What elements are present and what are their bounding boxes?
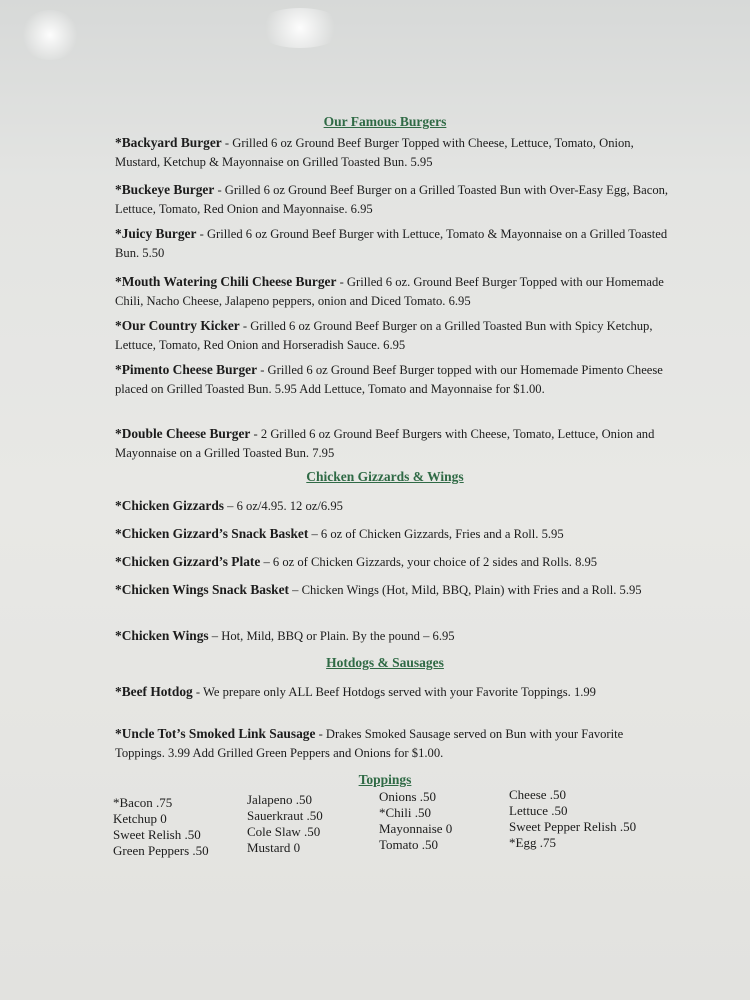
item-desc: - We prepare only ALL Beef Hotdogs served with your Favorite Toppings. 1.99 bbox=[192, 685, 596, 699]
topping-item: Cheese .50 bbox=[509, 787, 567, 802]
toppings-column-1 bbox=[113, 795, 209, 859]
topping-item: *Chili .50 bbox=[379, 805, 432, 820]
chicken-heading: Chicken Gizzards & Wings bbox=[306, 469, 464, 484]
menu-item-chicken-wings bbox=[115, 626, 675, 646]
topping-item: Mayonnaise 0 bbox=[379, 821, 453, 836]
topping-item: Mustard 0 bbox=[247, 840, 301, 855]
item-desc: – 6 oz of Chicken Gizzards, Fries and a Roll. 5.95 bbox=[308, 527, 564, 541]
item-name: *Chicken Wings Snack Basket bbox=[115, 582, 290, 597]
hotdogs-heading: Hotdogs & Sausages bbox=[326, 655, 444, 670]
topping-item: Sweet Relish .50 bbox=[113, 827, 201, 842]
menu-item-double-cheese-burger bbox=[115, 424, 675, 463]
toppings-column-4 bbox=[509, 787, 636, 851]
topping-item: Onions .50 bbox=[379, 789, 437, 804]
toppings-heading: Toppings bbox=[358, 772, 412, 787]
item-name: *Chicken Gizzard’s Plate bbox=[115, 554, 261, 569]
menu-item-country-kicker bbox=[115, 316, 675, 355]
topping-item: Jalapeno .50 bbox=[247, 792, 312, 807]
item-name: *Backyard Burger bbox=[115, 135, 222, 150]
item-desc: - Drakes Smoked Sausage served on Bun with your Favorite Toppings. 3.99 Add Grilled Green Peppers and Onions for $1.00. bbox=[115, 727, 624, 760]
menu-item-gizzard-plate bbox=[115, 552, 675, 572]
toppings-column-2 bbox=[247, 792, 323, 856]
menu-item-beef-hotdog bbox=[115, 682, 675, 702]
item-name: *Beef Hotdog bbox=[115, 684, 193, 699]
item-name: *Chicken Gizzards bbox=[115, 498, 224, 513]
item-desc: – 6 oz/4.95. 12 oz/6.95 bbox=[223, 499, 343, 513]
item-desc: - Grilled 6 oz Ground Beef Burger topped with our Homemade Pimento Cheese placed on Grilled Toasted Bun. 5.95 Add Lettuce, Tomato and Mayonnaise for $1.00. bbox=[115, 363, 663, 396]
item-desc: - 2 Grilled 6 oz Ground Beef Burgers with Cheese, Tomato, Lettuce, Onion and Mayonnaise on a Grilled Toasted Bun. 7.95 bbox=[115, 427, 655, 460]
item-desc: - Grilled 6 oz Ground Beef Burger Topped with Cheese, Lettuce, Tomato, Onion, Mustard, Ketchup & Mayonnaise on Grilled Toasted Bun. 5.95 bbox=[115, 136, 634, 169]
item-desc: - Grilled 6 oz Ground Beef Burger with Lettuce, Tomato & Mayonnaise on a Grilled Toasted Bun. 5.50 bbox=[115, 227, 668, 260]
menu-item-smoked-link-sausage bbox=[115, 724, 675, 763]
topping-item: Sweet Pepper Relish .50 bbox=[509, 819, 637, 834]
topping-item: *Bacon .75 bbox=[113, 795, 173, 810]
topping-item: Tomato .50 bbox=[379, 837, 439, 852]
topping-item: Ketchup 0 bbox=[113, 811, 167, 826]
item-desc: – Hot, Mild, BBQ or Plain. By the pound – 6.95 bbox=[208, 629, 455, 643]
topping-item: *Egg .75 bbox=[509, 835, 556, 850]
item-name: *Chicken Wings bbox=[115, 628, 209, 643]
item-name: *Pimento Cheese Burger bbox=[115, 362, 258, 377]
item-name: *Double Cheese Burger bbox=[115, 426, 251, 441]
item-name: *Mouth Watering Chili Cheese Burger bbox=[115, 274, 337, 289]
item-desc: – Chicken Wings (Hot, Mild, BBQ, Plain) with Fries and a Roll. 5.95 bbox=[289, 583, 642, 597]
topping-item: Cole Slaw .50 bbox=[247, 824, 321, 839]
item-name: *Uncle Tot’s Smoked Link Sausage bbox=[115, 726, 316, 741]
menu-item-chili-cheese-burger bbox=[115, 272, 675, 311]
item-name: *Buckeye Burger bbox=[115, 182, 215, 197]
topping-item: Sauerkraut .50 bbox=[247, 808, 323, 823]
menu-item-gizzard-snack-basket bbox=[115, 524, 675, 544]
item-name: *Our Country Kicker bbox=[115, 318, 240, 333]
toppings-column-3 bbox=[379, 789, 452, 853]
burgers-heading: Our Famous Burgers bbox=[323, 114, 447, 129]
topping-item: Lettuce .50 bbox=[509, 803, 568, 818]
item-desc: – 6 oz of Chicken Gizzards, your choice of 2 sides and Rolls. 8.95 bbox=[260, 555, 598, 569]
item-desc: - Grilled 6 oz Ground Beef Burger on a Grilled Toasted Bun with Over-Easy Egg, Bacon, Lettuce, Tomato, Red Onion and Mayonnaise. 6.95 bbox=[115, 183, 669, 216]
item-name: *Chicken Gizzard’s Snack Basket bbox=[115, 526, 309, 541]
menu-item-chicken-gizzards bbox=[115, 496, 675, 516]
menu-item-buckeye-burger bbox=[115, 180, 675, 219]
menu-item-juicy-burger bbox=[115, 224, 675, 263]
topping-item: Green Peppers .50 bbox=[113, 843, 209, 858]
item-name: *Juicy Burger bbox=[115, 226, 197, 241]
menu-item-backyard-burger bbox=[115, 133, 675, 172]
menu-item-pimento-cheese-burger bbox=[115, 360, 675, 399]
item-desc: - Grilled 6 oz Ground Beef Burger on a Grilled Toasted Bun with Spicy Ketchup, Lettuce, Tomato, Red Onion and Horseradish Sauce. 6.95 bbox=[115, 319, 653, 352]
menu-item-wings-snack-basket bbox=[115, 580, 675, 600]
item-desc: - Grilled 6 oz. Ground Beef Burger Topped with our Homemade Chili, Nacho Cheese, Jalapeno peppers, onion and Diced Tomato. 6.95 bbox=[115, 275, 664, 308]
